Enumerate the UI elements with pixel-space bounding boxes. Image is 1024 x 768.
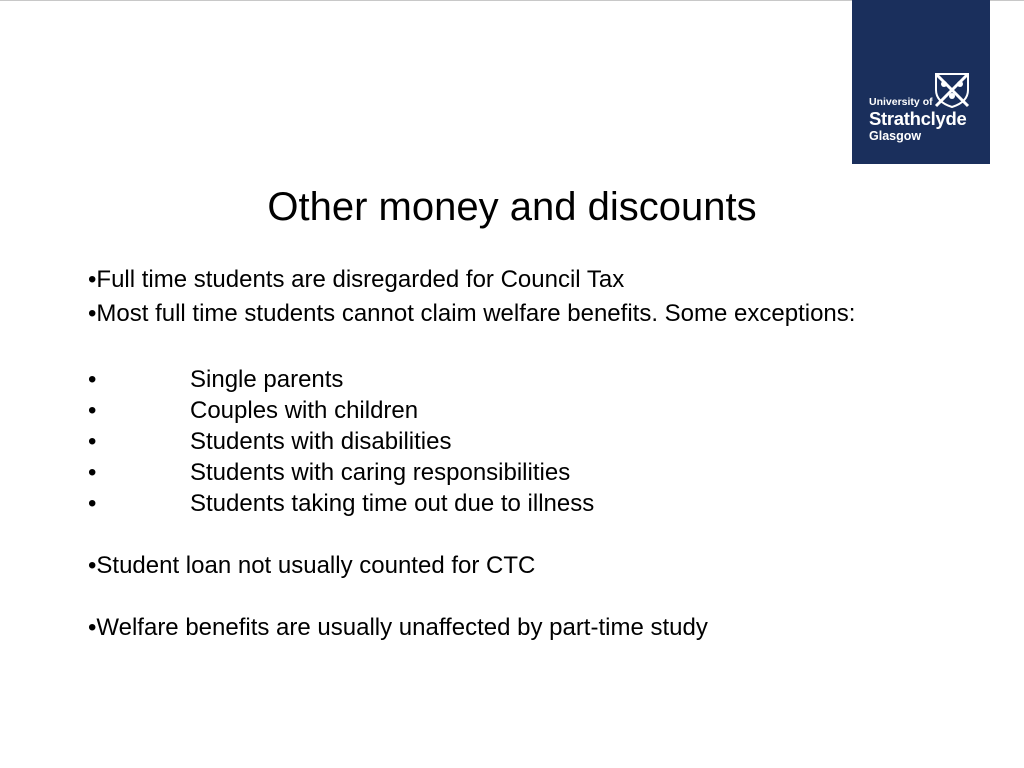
logo-line-3: Glasgow bbox=[869, 129, 922, 143]
bullet-marker: • bbox=[88, 397, 97, 424]
sub-bullet-text: Students with caring responsibilities bbox=[190, 459, 571, 486]
logo-line-1: University of bbox=[869, 96, 933, 108]
sub-bullet-item bbox=[88, 457, 878, 488]
sub-bullet-item bbox=[88, 395, 878, 426]
bullet-marker: • bbox=[88, 366, 97, 393]
sub-bullet-item bbox=[88, 426, 878, 457]
bullet-marker: • bbox=[88, 428, 97, 455]
bullet-welfare-exceptions: •Most full time students cannot claim welfare benefits. Some exceptions: bbox=[88, 300, 856, 327]
sub-bullet-text: Single parents bbox=[190, 366, 344, 393]
logo-line-2: Strathclyde bbox=[869, 107, 967, 129]
bullet-part-time-study: •Welfare benefits are usually unaffected by part-time study bbox=[88, 614, 708, 641]
slide-body bbox=[88, 268, 878, 643]
sub-bullet-text: Students with disabilities bbox=[190, 428, 452, 455]
sub-bullet-text: Students taking time out due to illness bbox=[190, 490, 595, 517]
bullet-student-loan: •Student loan not usually counted for CTC bbox=[88, 552, 536, 579]
sub-bullet-item bbox=[88, 364, 878, 395]
slide-title: Other money and discounts bbox=[267, 185, 757, 229]
bullet-marker: • bbox=[88, 490, 97, 517]
sub-bullet-text: Couples with children bbox=[190, 397, 419, 424]
bullet-council-tax: •Full time students are disregarded for Council Tax bbox=[88, 266, 625, 293]
bullet-marker: • bbox=[88, 459, 97, 486]
university-logo bbox=[852, 0, 990, 164]
sub-bullet-item bbox=[88, 488, 878, 519]
